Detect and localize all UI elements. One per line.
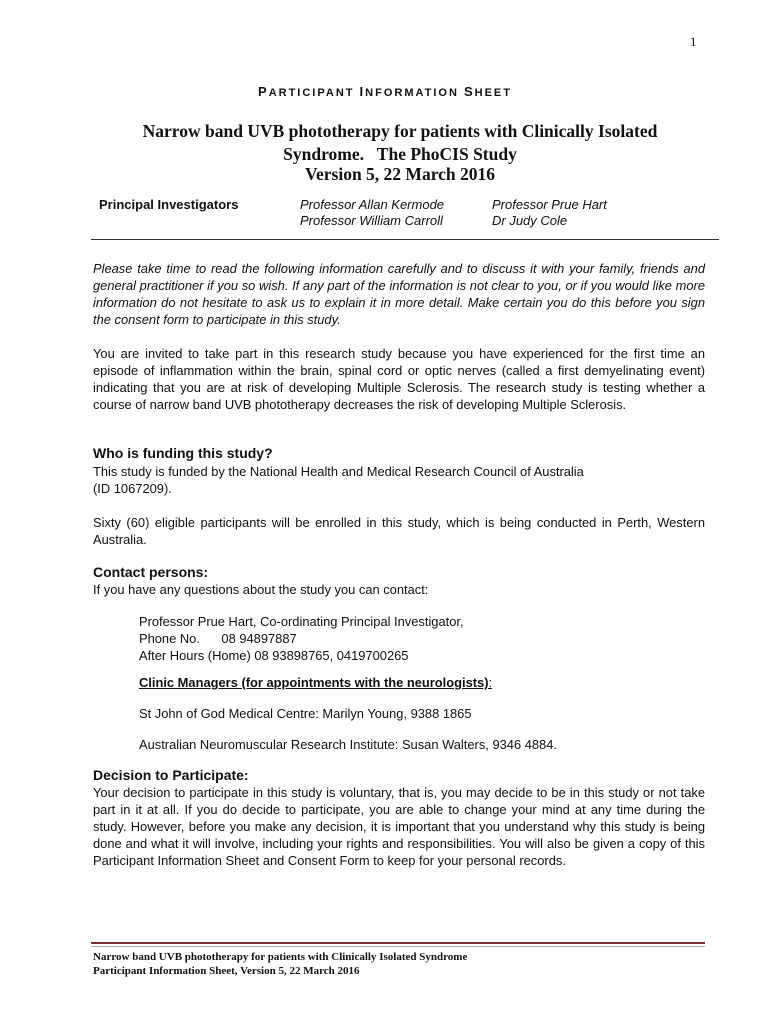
document-title-line-2: Syndrome. The PhoCIS Study bbox=[283, 144, 517, 164]
document-version: Version 5, 22 March 2016 bbox=[304, 164, 496, 184]
investigators-label: Principal Investigators bbox=[99, 197, 239, 212]
document-title bbox=[90, 120, 710, 166]
clinic-contact-1: St John of God Medical Centre: Marilyn Young, 9388 1865 bbox=[139, 706, 472, 721]
investigator-name: Professor Allan Kermode bbox=[300, 197, 445, 212]
contact-after-hours: After Hours (Home) 08 93898765, 0419700265 bbox=[139, 648, 409, 663]
investigator-name: Professor William Carroll bbox=[300, 213, 443, 228]
investigators-divider bbox=[91, 239, 719, 240]
investigators-column-1 bbox=[300, 197, 444, 229]
investigator-name: Professor Prue Hart bbox=[492, 197, 607, 212]
investigators-column-2 bbox=[492, 197, 607, 229]
contact-heading: Contact persons: bbox=[93, 564, 209, 580]
clinic-managers-heading: Clinic Managers (for appointments with the neurologists) bbox=[139, 675, 489, 690]
clinic-managers-heading-line bbox=[139, 674, 699, 691]
clinic-managers-colon: : bbox=[488, 675, 493, 690]
page-footer bbox=[93, 950, 467, 978]
sheet-label-rest-3: HEET bbox=[474, 87, 512, 99]
contact-person-block bbox=[139, 613, 699, 664]
footer-divider-thin bbox=[91, 946, 705, 947]
invitation-paragraph: You are invited to take part in this research study because you have experienced for the first time an episode of inflammation within the brain, spinal cord or optic nerves (called a first demyelinating event) indicating that you are at risk of developing Multiple Sclerosis. The research study is testing whether a course of narrow band UVB phototherapy decreases the risk of developing Multiple Sclerosis. bbox=[93, 346, 705, 412]
sheet-label-cap-2: I bbox=[359, 84, 366, 99]
sheet-label-rest-2: NFORMATION bbox=[365, 87, 459, 99]
contact-person-name: Professor Prue Hart, Co-ordinating Principal Investigator, bbox=[139, 614, 464, 629]
footer-line-1: Narrow band UVB phototherapy for patients with Clinically Isolated Syndrome bbox=[93, 951, 468, 963]
funding-paragraph bbox=[93, 463, 705, 497]
sheet-label-cap-1: P bbox=[258, 84, 269, 99]
funding-line-2: (ID 1067209). bbox=[93, 481, 172, 496]
sheet-label bbox=[0, 84, 770, 99]
sheet-label-rest-1: ARTICIPANT bbox=[268, 87, 355, 99]
footer-divider bbox=[91, 942, 705, 944]
sheet-label-cap-3: S bbox=[463, 84, 475, 99]
funding-line-1: This study is funded by the National Health and Medical Research Council of Australia bbox=[93, 464, 584, 479]
footer-line-2: Participant Information Sheet, Version 5, 22 March 2016 bbox=[93, 965, 360, 977]
intro-paragraph: Please take time to read the following information carefully and to discuss it with your family, friends and general practitioner if you so wish. If any part of the information is not clear to you, or if you would like more information do not hesitate to ask us to explain it in more detail. Make certain you do this before you sign the consent form to participate in this study. bbox=[93, 261, 705, 327]
contact-phone: Phone No. 08 94897887 bbox=[139, 631, 297, 646]
clinic-contact-2: Australian Neuromuscular Research Institute: Susan Walters, 9346 4884. bbox=[139, 737, 557, 752]
funding-heading: Who is funding this study? bbox=[93, 445, 273, 461]
document-title-line-1: Narrow band UVB phototherapy for patients with Clinically Isolated bbox=[142, 121, 658, 141]
page-number: 1 bbox=[690, 34, 697, 49]
decision-paragraph: Your decision to participate in this study is voluntary, that is, you may decide to be in this study or not take part in it at all. If you do decide to participate, you are able to change your mind at any time during the study. However, before you make any decision, it is important that you understand why this study is being done and what it will involve, including your rights and responsibilities. You will also be given a copy of this Participant Information Sheet and Consent Form to keep for your personal records. bbox=[93, 785, 705, 868]
investigator-name: Dr Judy Cole bbox=[492, 213, 568, 228]
decision-heading: Decision to Participate: bbox=[93, 767, 249, 783]
contact-intro: If you have any questions about the study you can contact: bbox=[93, 582, 429, 597]
participants-paragraph: Sixty (60) eligible participants will be enrolled in this study, which is being conducted in Perth, Western Australia. bbox=[93, 515, 705, 547]
